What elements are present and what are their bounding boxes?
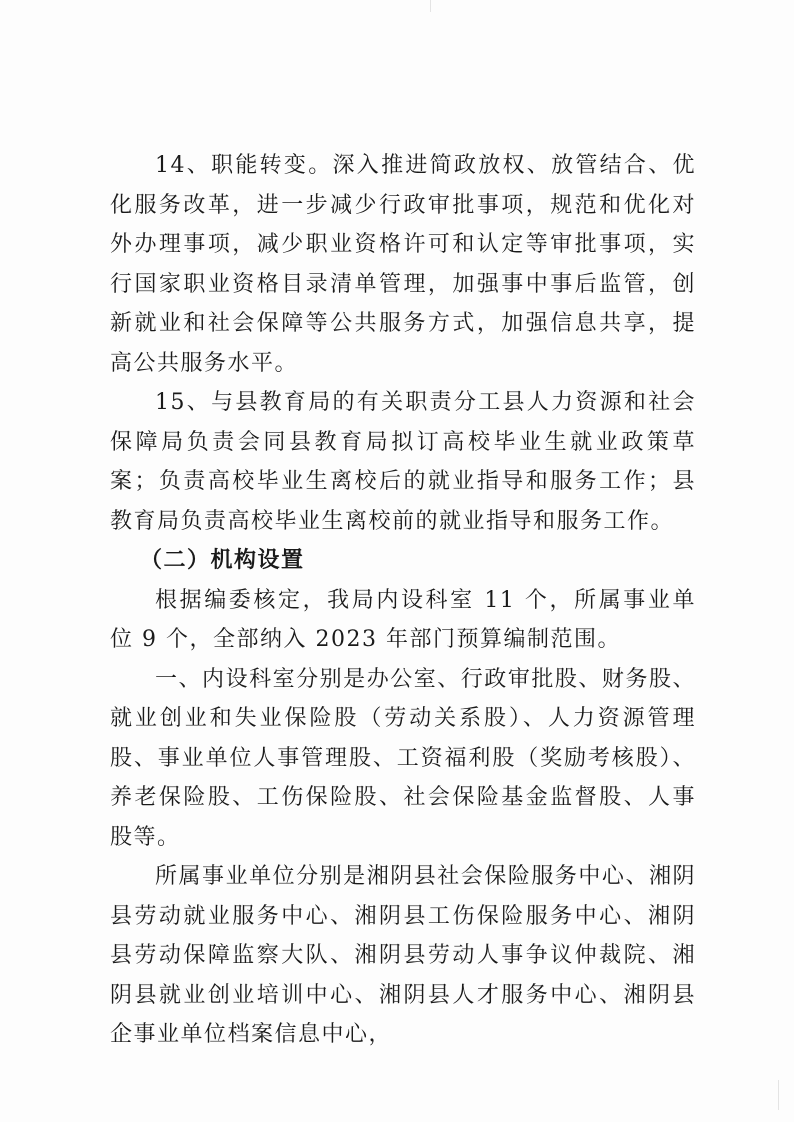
scan-mark [778,1080,779,1110]
paragraph-item-14: 14、职能转变。深入推进简政放权、放管结合、优化服务改革，进一步减少行政审批事项，规范和优化对外办理事项，减少职业资格许可和认定等审批事项，实行国家职业资格目录清单管理，加强事中事后监管，创新就业和社会保障等公共服务方式，加强信息共享，提高公共服务水平。 [110,153,696,376]
paragraph-staffing: 根据编委核定，我局内设科室 11 个，所属事业单位 9 个，全部纳入 2023 年部门预算编制范围。 [110,587,696,652]
scan-mark [430,0,431,12]
paragraph-item-15: 15、与县教育局的有关职责分工县人力资源和社会保障局负责会同县教育局拟订高校毕业生就业政策草案；负责高校毕业生离校后的就业指导和服务工作；县教育局负责高校毕业生离校前的就业指导和服务工作。 [110,390,696,534]
section-heading: （二）机构设置 [140,547,305,573]
paragraph-affiliated-units: 所属事业单位分别是湘阴县社会保险服务中心、湘阴县劳动就业服务中心、湘阴县工伤保险服务中心、湘阴县劳动保障监察大队、湘阴县劳动人事争议仲裁院、湘阴县就业创业培训中心、湘阴县人才服务中心、湘阴县企事业单位档案信息中心， [110,864,696,1047]
document-body [110,146,696,1055]
paragraph-departments: 一、内设科室分别是办公室、行政审批股、财务股、就业创业和失业保险股（劳动关系股）、人力资源管理股、事业单位人事管理股、工资福利股（奖励考核股）、养老保险股、工伤保险股、社会保险基金监督股、人事股等。 [110,666,696,850]
